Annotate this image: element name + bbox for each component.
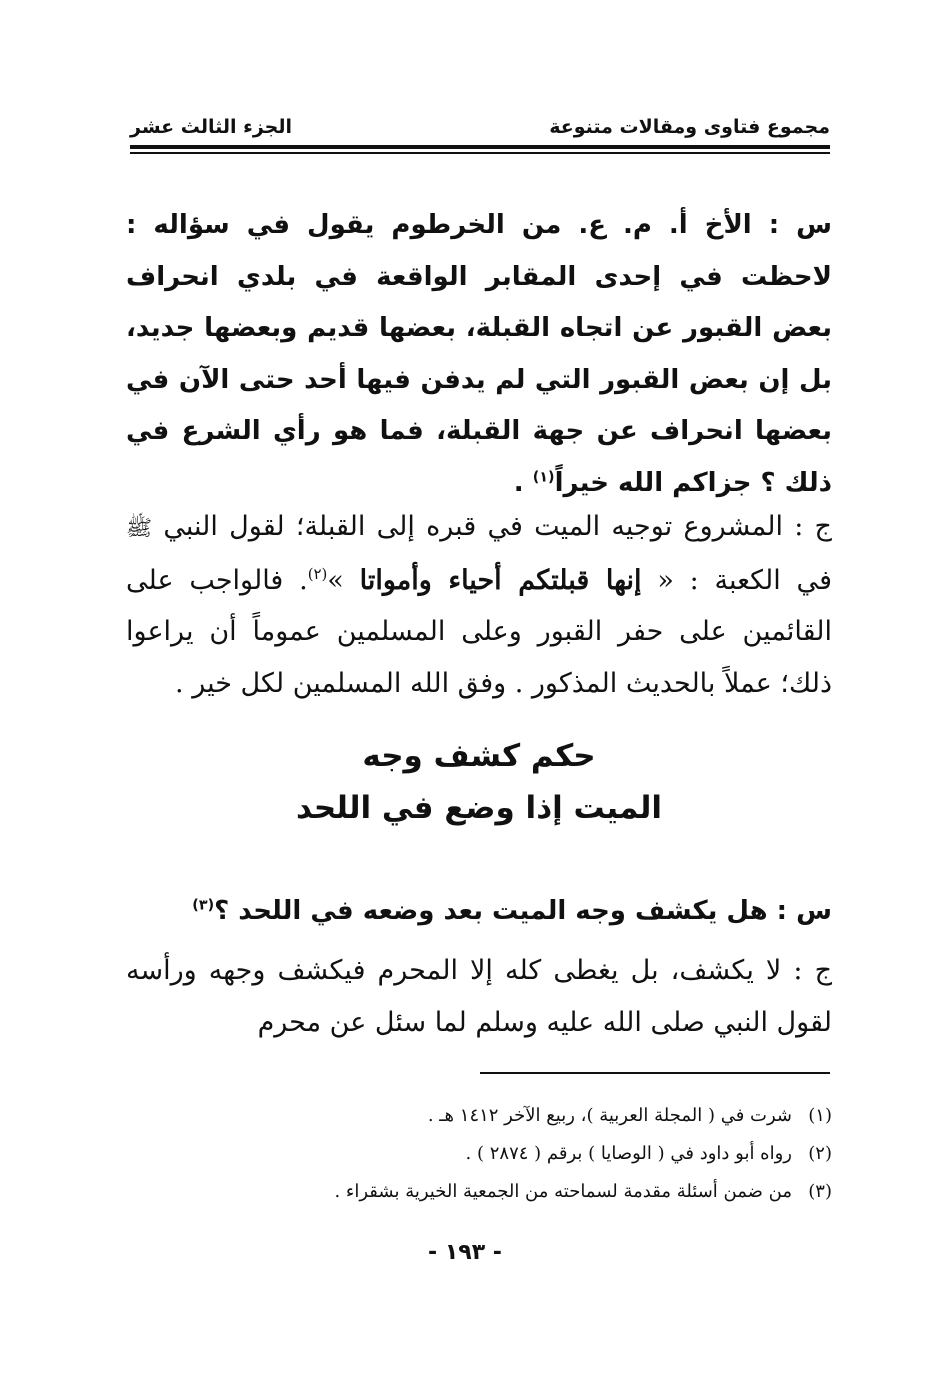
footnote-text: رواه أبو داود في ( الوصايا ) برقم ( ٢٨٧٤ ) . (465, 1143, 792, 1164)
footnote-text: من ضمن أسئلة مقدمة لسماحته من الجمعية الخيرية بشقراء . (334, 1181, 792, 1202)
answer-2 (126, 945, 832, 1048)
question-1-end: . (513, 467, 533, 498)
question-2 (126, 886, 832, 938)
hadith-quote: إنها قبلتكم أحياء وأمواتا (359, 564, 642, 596)
footnotes (126, 1097, 832, 1211)
book-title: مجموع فتاوى ومقالات متنوعة (549, 116, 830, 138)
question-1 (126, 200, 832, 509)
prophet-honorific-icon: ﷺ (126, 516, 153, 541)
footnote-separator (480, 1072, 830, 1074)
footnote-item (126, 1097, 832, 1135)
answer-1-part4: . فالواجب على القائمين على حفر القبور وعلى المسلمين عموماً أن يراعوا ذلك؛ عملاً بالحديث المذكور . وفق الله المسلمين لكل خير . (126, 564, 832, 699)
footnote-number: (٢) (808, 1143, 832, 1164)
section-title-line-2: الميت إذا وضع في اللحد (295, 790, 663, 826)
question-1-text: س : الأخ أ. م. ع. من الخرطوم يقول في سؤاله : لاحظت في إحدى المقابر الواقعة في بلدي انحراف بعض القبور عن اتجاه القبلة، بعضها قديم وبعضها جديد، بل إن بعض القبور التي لم يدفن فيها أحد حتى الآن في بعضها انحراف عن جهة القبلة، فما هو رأي الشرع في ذلك ؟ جزاكم الله خيراً (126, 210, 832, 498)
footnote-ref-3[interactable]: (٣) (192, 897, 215, 914)
footnote-ref-2[interactable]: (٢) (307, 564, 328, 583)
answer-1 (126, 501, 832, 709)
footnote-text: شرت في ( المجلة العربية )، ربيع الآخر ١٤١٢ هـ . (427, 1105, 792, 1126)
answer-1-part2: في الكعبة : « (641, 564, 832, 596)
footnote-number: (١) (808, 1105, 832, 1126)
footnote-item (126, 1135, 832, 1173)
running-header (130, 112, 830, 142)
section-title-line-1: حكم كشف وجه (362, 738, 596, 774)
answer-1-part1: ج : المشروع توجيه الميت في قبره إلى القبلة؛ لقول النبي (152, 511, 832, 542)
header-rule-thick (130, 145, 830, 149)
question-2-text: س : هل يكشف وجه الميت بعد وضعه في اللحد ؟ (214, 896, 832, 926)
page-number: - ١٩٣ - (428, 1240, 502, 1265)
answer-2-text: ج : لا يكشف، بل يغطى كله إلا المحرم فيكشف وجهه ورأسه لقول النبي صلى الله عليه وسلم لما سئل عن محرم (126, 955, 832, 1038)
footnote-ref-1[interactable]: (١) (532, 468, 555, 485)
header-rule-thin (130, 152, 830, 154)
footnote-item (126, 1173, 832, 1211)
footnote-number: (٣) (808, 1181, 832, 1202)
volume-label: الجزء الثالث عشر (130, 116, 293, 138)
answer-1-part3: » (327, 564, 360, 596)
